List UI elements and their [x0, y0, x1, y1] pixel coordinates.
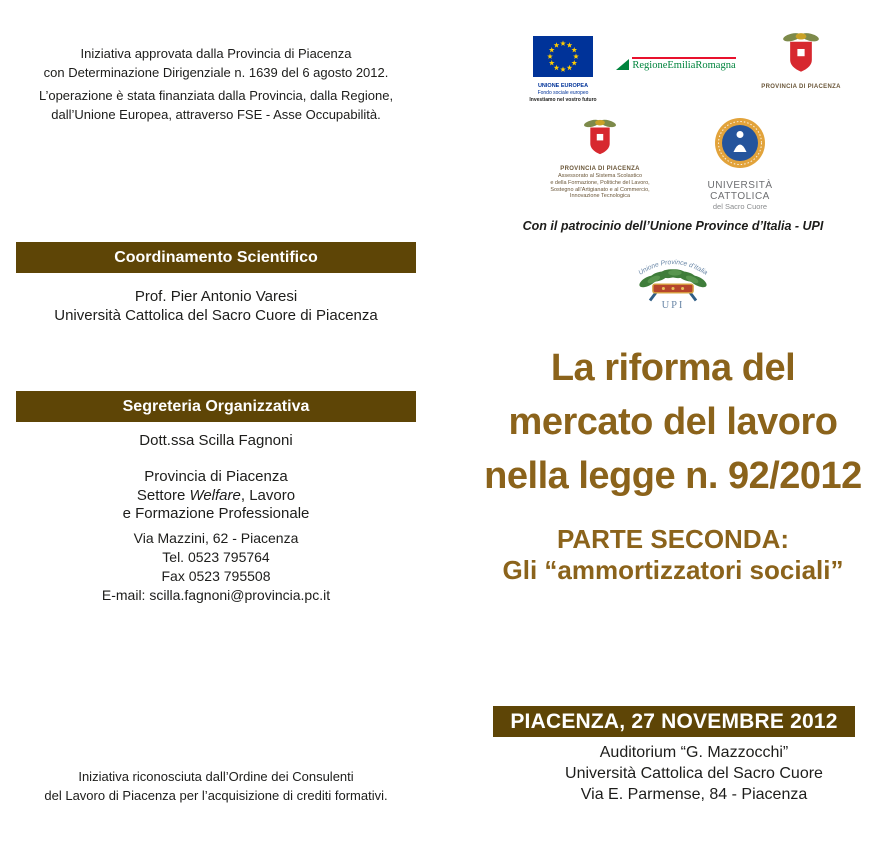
provincia-crest-icon	[781, 30, 821, 77]
provincia-piacenza-logo	[751, 30, 851, 90]
upi-arc-text: Unione Province d’Italia	[637, 259, 709, 277]
scientific-coordination-banner: Coordinamento Scientifico	[16, 242, 416, 273]
event-title	[455, 341, 891, 503]
approval-note	[16, 44, 416, 82]
eu-logo-caption: UNIONE EUROPEA	[537, 83, 589, 89]
region-mark-icon	[615, 58, 630, 71]
university-logo-caption: del Sacro Cuore	[712, 202, 768, 211]
event-date-banner: PIACENZA, 27 NOVEMBRE 2012	[493, 706, 855, 737]
approval-line: Iniziativa approvata dalla Provincia di Piacenza	[80, 46, 352, 61]
provincia-dept-line: e della Formazione, Politiche del Lavoro,	[550, 179, 650, 186]
coordinator-affiliation: Università Cattolica del Sacro Cuore di Piacenza	[54, 307, 378, 324]
org-line-italic: Welfare	[189, 486, 241, 504]
university-logo-caption: UNIVERSITÀ	[707, 180, 773, 191]
venue-line: Università Cattolica del Sacro Cuore	[565, 765, 823, 782]
region-logo-caption: RegioneEmiliaRomagna	[632, 57, 735, 71]
universita-cattolica-logo	[695, 117, 785, 211]
secretariat-organization	[16, 468, 416, 524]
provincia-dept-line: Sostegno all’Artigianato e al Commercio,	[550, 186, 650, 193]
coordinator-name: Prof. Pier Antonio Varesi	[134, 288, 298, 305]
recognition-line: Iniziativa riconosciuta dall’Ordine dei Consulenti	[78, 769, 354, 784]
contact-email: E-mail: scilla.fagnoni@provincia.pc.it	[101, 587, 331, 603]
funding-line: dall’Unione Europea, attraverso FSE - Asse Occupabilità.	[51, 107, 381, 122]
title-line: mercato del lavoro	[508, 401, 838, 443]
scientific-coordination-names	[16, 287, 416, 325]
funding-line: L’operazione è stata finanziata dalla Provincia, dalla Regione,	[38, 88, 394, 103]
university-seal-icon	[714, 117, 766, 169]
upi-label: UPI	[661, 300, 685, 312]
university-logo-caption: CATTOLICA	[710, 191, 770, 202]
org-line: Provincia di Piacenza	[144, 468, 288, 485]
eu-social-fund-logo	[528, 36, 598, 103]
contact-fax: Fax 0523 795508	[161, 568, 271, 584]
approval-line: con Determinazione Dirigenziale n. 1639 del 6 agosto 2012.	[43, 65, 389, 80]
right-panel	[455, 0, 891, 851]
provincia-dept-caption: PROVINCIA DI PIACENZA	[560, 166, 640, 172]
credits-recognition-note	[16, 768, 416, 805]
patronage-note: Con il patrocinio dell’Unione Province d’Italia - UPI	[522, 219, 824, 233]
provincia-dept-line: Assessorato al Sistema Scolastico	[557, 173, 643, 179]
eu-flag-icon	[533, 36, 593, 77]
organizing-secretariat-banner: Segreteria Organizzativa	[16, 391, 416, 422]
org-line	[16, 487, 416, 506]
provincia-logo-caption: PROVINCIA DI PIACENZA	[761, 84, 841, 90]
provincia-dept-line: Innovazione Tecnologica	[569, 193, 631, 200]
secretariat-contact-name	[16, 431, 416, 450]
event-subtitle	[455, 524, 891, 586]
title-line: La riforma del	[550, 347, 796, 389]
upi-logo	[455, 243, 891, 312]
eu-logo-caption: Investiamo nel vostro futuro	[529, 96, 597, 103]
org-line-prefix: Settore	[136, 486, 190, 504]
venue-line: Via E. Parmense, 84 - Piacenza	[580, 786, 808, 803]
recognition-line: del Lavoro di Piacenza per l’acquisizione di crediti formativi.	[44, 787, 388, 803]
provincia-crest-icon	[582, 117, 618, 159]
funding-note	[16, 86, 416, 124]
subtitle-line: Gli “ammortizzatori sociali”	[502, 555, 844, 585]
event-venue	[476, 742, 891, 805]
provincia-piacenza-dept-logo	[539, 117, 661, 200]
org-line-suffix: , Lavoro	[240, 486, 296, 504]
venue-line: Auditorium “G. Mazzocchi”	[599, 744, 789, 761]
secretariat-name-line: Dott.ssa Scilla Fagnoni	[139, 432, 293, 449]
secretariat-contact-details	[16, 529, 416, 605]
upi-wreath-icon	[625, 243, 721, 312]
contact-phone: Tel. 0523 795764	[162, 549, 270, 565]
eu-logo-caption: Fondo sociale europeo	[537, 90, 589, 96]
title-line: nella legge n. 92/2012	[484, 455, 862, 497]
subtitle-line: PARTE SECONDA:	[556, 524, 790, 554]
left-panel	[16, 0, 416, 851]
org-line: e Formazione Professionale	[122, 505, 310, 522]
regione-emilia-romagna-logo	[613, 57, 738, 71]
contact-address: Via Mazzini, 62 - Piacenza	[133, 530, 299, 546]
